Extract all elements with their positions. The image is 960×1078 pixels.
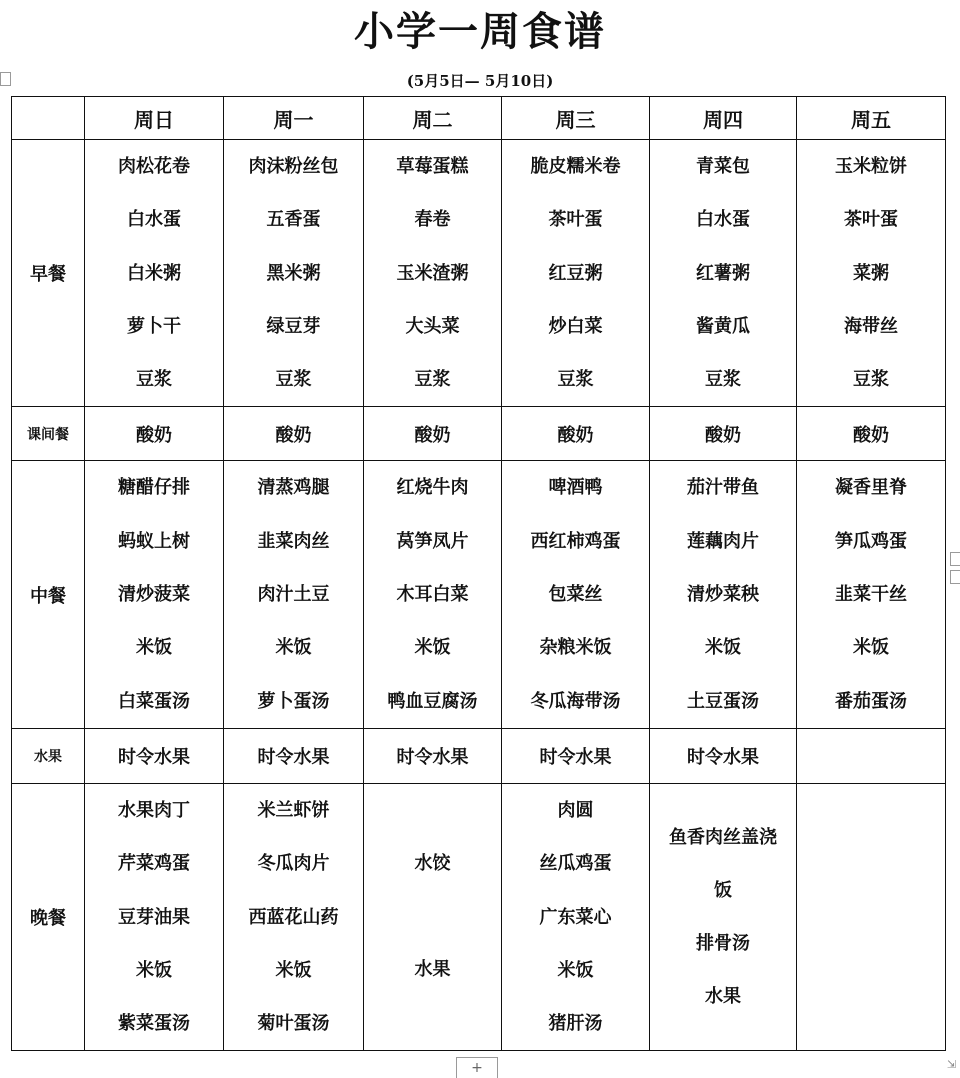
menu-item: 酸奶	[224, 407, 364, 461]
menu-item: 萝卜干	[127, 315, 181, 337]
menu-item: 杂粮米饭	[539, 637, 612, 659]
menu-item: 玉米粒饼	[835, 156, 907, 177]
menu-item: 笋瓜鸡蛋	[835, 530, 907, 552]
menu-item: 时令水果	[650, 728, 797, 783]
menu-item: 米饭	[136, 637, 172, 659]
menu-item: 豆浆	[557, 369, 594, 391]
menu-item: 脆皮糯米卷	[530, 156, 621, 177]
table-move-handle[interactable]	[0, 72, 11, 86]
resize-corner-icon[interactable]: ⇲	[947, 1058, 957, 1071]
menu-item: 春卷	[414, 209, 451, 231]
menu-item: 清蒸鸡腿	[257, 477, 330, 499]
day-header-row	[12, 97, 946, 140]
menu-item: 豆浆	[705, 369, 741, 391]
menu-item: 白米粥	[127, 262, 181, 284]
day-header: 周四	[650, 97, 797, 140]
menu-cell	[364, 140, 502, 407]
menu-item: 莴笋凤片	[396, 530, 469, 552]
menu-cell	[502, 461, 650, 728]
menu-item: 白水蛋	[696, 209, 750, 231]
menu-item: 酱黄瓜	[696, 315, 750, 337]
menu-item: 豆浆	[414, 369, 451, 391]
menu-item: 冬瓜海带汤	[530, 690, 621, 712]
menu-cell	[650, 783, 797, 1050]
menu-item: 番茄蛋汤	[835, 690, 907, 712]
menu-item: 时令水果	[224, 728, 364, 783]
menu-item: 米饭	[275, 637, 312, 659]
corner-cell	[12, 97, 85, 140]
menu-item: 大头菜	[405, 315, 460, 337]
menu-item: 芹菜鸡蛋	[118, 853, 190, 875]
menu-item: 海带丝	[844, 315, 898, 337]
menu-item: 丝瓜鸡蛋	[539, 853, 612, 875]
menu-item: 豆浆	[853, 369, 889, 391]
menu-item: 茶叶蛋	[844, 209, 898, 231]
menu-item: 酸奶	[650, 407, 797, 461]
menu-item: 炒白菜	[548, 315, 603, 337]
menu-item: 木耳白菜	[396, 584, 469, 606]
row-resize-handle[interactable]	[950, 570, 960, 584]
menu-item: 豆浆	[275, 369, 312, 391]
menu-item: 土豆蛋汤	[687, 690, 759, 712]
menu-cell	[364, 461, 502, 728]
dinner-row	[12, 783, 946, 1050]
day-header: 周三	[502, 97, 650, 140]
menu-item: 青菜包	[696, 156, 750, 177]
menu-item: 冬瓜肉片	[257, 853, 330, 875]
menu-item: 时令水果	[364, 728, 502, 783]
menu-cell	[797, 140, 946, 407]
page-title: 小学一周食谱	[354, 8, 606, 55]
meal-label-breakfast: 早餐	[12, 140, 85, 407]
menu-item: 莲藕肉片	[687, 530, 759, 552]
menu-item: 酸奶	[364, 407, 502, 461]
menu-item: 酸奶	[797, 407, 946, 461]
menu-item	[797, 728, 946, 783]
weekly-menu-table	[11, 96, 946, 1051]
menu-cell	[85, 461, 224, 728]
menu-item: 肉圆	[557, 799, 594, 821]
menu-item: 绿豆芽	[266, 315, 321, 337]
menu-item: 肉汁土豆	[257, 584, 330, 606]
menu-item: 水果	[414, 959, 451, 981]
menu-item: 五香蛋	[266, 209, 321, 231]
menu-item: 米兰虾饼	[257, 799, 330, 821]
menu-item: 黑米粥	[266, 262, 321, 284]
menu-cell	[650, 140, 797, 407]
menu-item: 红豆粥	[548, 262, 603, 284]
menu-item: 米饭	[705, 637, 741, 659]
menu-item: 菜粥	[853, 262, 889, 284]
lunch-row	[12, 461, 946, 728]
menu-item: 白水蛋	[127, 209, 181, 231]
day-header: 周一	[224, 97, 364, 140]
menu-item: 红薯粥	[696, 262, 750, 284]
menu-item: 草莓蛋糕	[396, 156, 469, 177]
menu-item: 豆浆	[136, 369, 172, 391]
menu-item: 饭	[714, 880, 732, 902]
breakfast-row	[12, 140, 946, 407]
menu-item: 红烧牛肉	[396, 477, 469, 499]
menu-item: 肉沫粉丝包	[248, 156, 339, 177]
menu-cell	[224, 783, 364, 1050]
menu-cell	[502, 140, 650, 407]
date-range: (5月5日— 5月10日)	[406, 72, 554, 90]
menu-item: 时令水果	[85, 728, 224, 783]
fruit-row	[12, 728, 946, 783]
menu-item: 西蓝花山药	[248, 906, 339, 928]
menu-item: 米饭	[275, 959, 312, 981]
menu-cell	[224, 461, 364, 728]
day-header: 周二	[364, 97, 502, 140]
menu-cell	[502, 783, 650, 1050]
menu-item: 水果	[705, 986, 741, 1008]
menu-item: 啤酒鸭	[548, 477, 603, 499]
menu-cell	[797, 461, 946, 728]
meal-label-dinner: 晚餐	[12, 783, 85, 1050]
menu-item: 西红柿鸡蛋	[530, 530, 621, 552]
menu-item: 时令水果	[502, 728, 650, 783]
meal-label-fruit: 水果	[12, 728, 85, 783]
menu-item: 米饭	[853, 637, 889, 659]
menu-item: 茄汁带鱼	[687, 477, 759, 499]
row-insert-handle[interactable]	[950, 552, 960, 566]
meal-label-snack: 课间餐	[12, 407, 85, 461]
menu-cell-empty	[797, 783, 946, 1050]
menu-item: 肉松花卷	[118, 156, 190, 177]
menu-item: 白菜蛋汤	[118, 690, 190, 712]
menu-item: 韭菜干丝	[835, 584, 907, 606]
menu-item: 萝卜蛋汤	[257, 690, 330, 712]
menu-item: 玉米渣粥	[396, 262, 469, 284]
menu-item: 酸奶	[502, 407, 650, 461]
menu-item: 豆芽油果	[118, 906, 190, 928]
menu-item: 酸奶	[85, 407, 224, 461]
menu-item: 清炒菠菜	[118, 584, 190, 606]
menu-cell	[364, 783, 502, 1050]
menu-item: 排骨汤	[696, 933, 750, 955]
menu-item: 米饭	[136, 959, 172, 981]
menu-item: 猪肝汤	[548, 1013, 603, 1035]
menu-item: 蚂蚁上树	[118, 530, 190, 552]
menu-item: 广东菜心	[539, 906, 612, 928]
menu-item: 包菜丝	[548, 584, 603, 606]
day-header: 周日	[85, 97, 224, 140]
menu-cell	[650, 461, 797, 728]
menu-cell	[85, 783, 224, 1050]
menu-item: 凝香里脊	[835, 477, 907, 499]
snack-row	[12, 407, 946, 461]
day-header: 周五	[797, 97, 946, 140]
menu-cell	[224, 140, 364, 407]
add-column-button[interactable]: +	[456, 1057, 498, 1078]
menu-item: 紫菜蛋汤	[118, 1013, 190, 1035]
menu-item: 茶叶蛋	[548, 209, 603, 231]
menu-item: 韭菜肉丝	[257, 530, 330, 552]
menu-item: 米饭	[414, 637, 451, 659]
menu-item: 水饺	[414, 853, 451, 875]
menu-item: 鱼香肉丝盖浇	[669, 827, 777, 849]
menu-cell	[85, 140, 224, 407]
menu-item: 菊叶蛋汤	[257, 1013, 330, 1035]
menu-item: 清炒菜秧	[687, 584, 759, 606]
menu-item: 鸭血豆腐汤	[387, 690, 478, 712]
menu-item: 糖醋仔排	[118, 477, 190, 499]
menu-item: 米饭	[557, 959, 594, 981]
meal-label-lunch: 中餐	[12, 461, 85, 728]
menu-item: 水果肉丁	[118, 799, 190, 821]
